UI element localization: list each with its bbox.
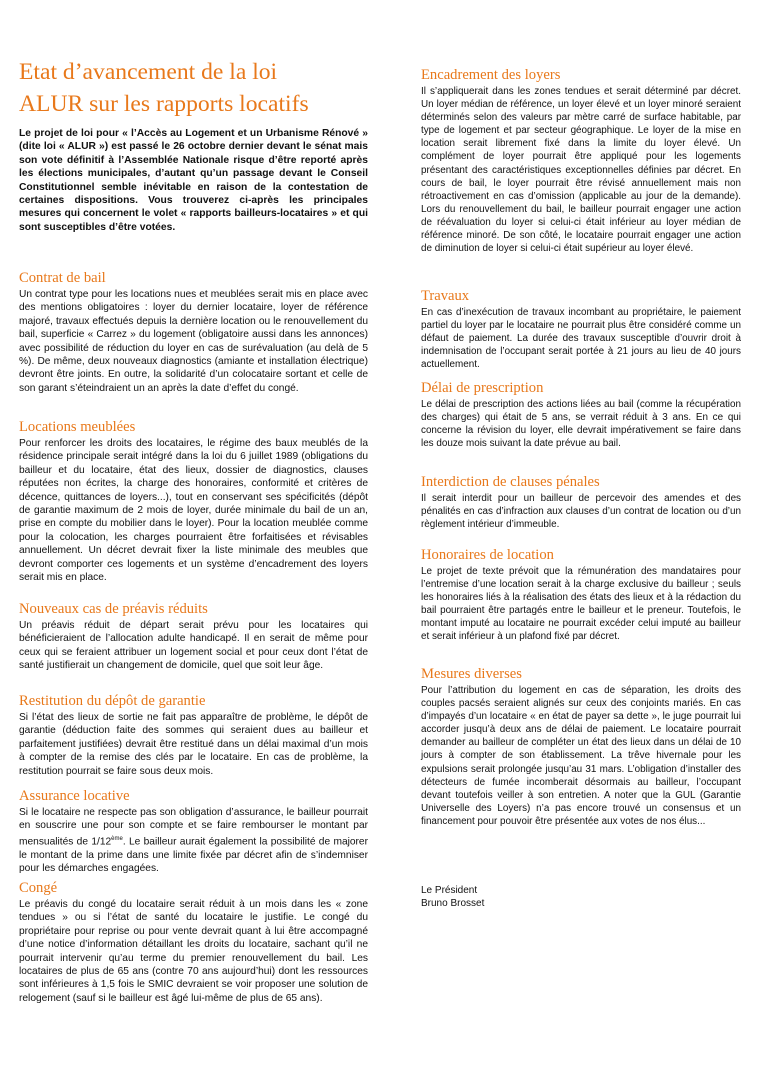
section-body: Pour renforcer les droits des locataires, le régime des baux meublés de la résidence principale serait intégré dans la loi du 6 juillet 1989 (obligations du bailleur et du locataire, état des lieux, dossier de diagnostics, clauses réputées non écrites, la charge des honoraires, conformité et critères de décence, quittances de loyers...), tout en conservant ses spécificités (dépôt de garantie maximum de 2 mois de loyer, durée minimale du bail de un an, prise en compte du mobilier dans le loyer). Pour la location meublée comme pour la colocation, les charges pourraient être forfaitisées et révisables annuellement. Un décret devrait fixer la liste minimale des meubles que devront comporter ces logements et un système d’encadrement des loyers serait mis en place. <box>19 438 368 584</box>
signature-name: Bruno Brosset <box>421 898 485 909</box>
section-body: Le délai de prescription des actions liées au bail (comme la récupération des charges) qui était de 5 ans, se verrait réduit à 3 ans. En ce qui concerne la révision du loyer, elle devrait impérativement se faire dans les douze mois suivant la date prévue au bail. <box>421 399 741 450</box>
section-body: Si l’état des lieux de sortie ne fait pas apparaître de problème, le dépôt de garantie (déduction faite des sommes qui seraient dues au bailleur et parfaitement justifiées) devrait être restitué dans un délai maximal d’un mois à compter de la remise des clés par le locataire. En cas de problème, la restitution pourrait se faire sous deux mois. <box>19 712 368 777</box>
section-depot-de-garantie <box>19 693 368 778</box>
section-body: Le préavis du congé du locataire serait réduit à un mois dans les « zone tendues » ou si l’état de santé du locataire le justifie. Le congé du propriétaire pour reprise ou pour vente devrait quant à lui être accompagné d’une notice d’information détaillant les droits du locataire, sachant qu’il ne pourrait intervenir qu’au terme du premier renouvellement du bail. Les locataires de plus de 65 ans (contre 70 ans aujourd’hui) dont les ressources sont inférieures à 1,5 fois le SMIC devraient se voir proposer une solution de relogement (sauf si le bailleur est âgé lui-même de plus de 65 ans). <box>19 899 368 1004</box>
section-assurance-locative <box>19 788 368 875</box>
section-body: En cas d’inexécution de travaux incombant au propriétaire, le paiement partiel du loyer par le locataire ne pourrait plus être considéré comme un défaut de paiement. La durée des travaux susceptible d’ouvrir droit à indemnisation de l’occupant serait portée à 21 jours au lieu de 40 jours actuellement. <box>421 307 741 371</box>
section-honoraires <box>421 547 741 644</box>
section-body: Un préavis réduit de départ serait prévu pour les locataires qui bénéficieraient de l’allocation adulte handicapé. Il en serait de même pour ceux qui se feraient attribuer un logement social et pour ceux dont l’état de santé justifierait un changement de domicile, quel que soit leur âge. <box>19 620 368 672</box>
section-encadrement-loyers <box>421 67 741 255</box>
section-heading: Assurance locative <box>19 788 130 804</box>
section-preavis-reduits <box>19 601 368 673</box>
body-part-a: Si le locataire ne respecte pas son obligation d’assurance, le bailleur pourrait en souscrire une pour son compte et se faire rembourser le montant par mensualités de 1/12 <box>19 807 368 848</box>
title-line-2: ALUR sur les rapports locatifs <box>19 91 309 117</box>
section-heading: Locations meublées <box>19 419 136 435</box>
section-heading: Encadrement des loyers <box>421 67 561 83</box>
section-heading: Travaux <box>421 288 470 304</box>
section-heading: Nouveaux cas de préavis réduits <box>19 601 208 617</box>
section-locations-meublees <box>19 419 368 584</box>
section-body <box>19 806 368 875</box>
section-heading: Mesures diverses <box>421 666 522 682</box>
section-contrat-de-bail <box>19 270 368 395</box>
intro-paragraph: Le projet de loi pour « l’Accès au Logement et un Urbanisme Rénové » (dite loi « ALUR ») est passé le 26 octobre dernier devant le sénat mais son vote définitif à l’Assemblée Nationale risque d’être reporté après les élections municipales, d’autant qu’un passage devant le Conseil Constitutionnel semble inévitable en raison de la contestation de certaines dispositions. Vous trouverez ci-après les principales mesures qui concernent le volet « rapports bailleurs-locataires » et qui sont susceptibles d’être votées. <box>19 128 368 233</box>
section-heading: Congé <box>19 880 58 896</box>
section-body: Un contrat type pour les locations nues et meublées serait mis en place avec des mentions obligatoires : loyer du dernier locataire, loyer de référence majoré, travaux effectués depuis la dernière location ou le renouvellement du bail, superficie « Carrez » du logement (obligatoire aussi dans les annonces) avec possibilité de réduction du loyer en cas de surévaluation (au delà de 5 %). De même, deux nouveaux diagnostics (amiante et installation électrique) devront être joints. En outre, la solidarité d’un colocataire sortant et celle de son garant s’éteindraient un an après la date d’effet du congé. <box>19 289 368 394</box>
superscript: ème <box>111 835 123 842</box>
section-mesures-diverses <box>421 666 741 828</box>
section-body: Le projet de texte prévoit que la rémunération des mandataires pour l’entremise d’une location serait à la charge exclusive du bailleur ; seuls les honoraires liés à la réalisation des états des lieux et à la rédaction du bail pourraient être partagés entre le bailleur et le preneur. Toutefois, le montant imputé au locataire ne pourrait excéder celui imputé au bailleur et serait inférieur à un plafond fixé par décret. <box>421 566 741 643</box>
section-heading: Interdiction de clauses pénales <box>421 474 600 490</box>
section-heading: Contrat de bail <box>19 270 106 286</box>
title-line-1: Etat d’avancement de la loi <box>19 59 278 85</box>
section-clauses-penales <box>421 474 741 531</box>
section-heading: Honoraires de location <box>421 547 554 563</box>
section-body: Il s’appliquerait dans les zones tendues et serait déterminé par décret. Un loyer médian de référence, un loyer élevé et un loyer minoré seraient déterminés selon des valeurs par mètre carré de surface habitable, par type de logement et par secteur géographique. Le loyer de la mise en location serait librement fixé dans la limite du loyer élevé. Un complément de loyer pourrait être appliqué pour les logements présentant des caractéristiques exceptionnelles définies par décret. En cours de bail, le loyer pourrait être révisé annuellement mais non rétroactivement en cas d’omission (applicable au jour de la demande). Lors du renouvellement du bail, le bailleur pourrait engager une action de réévaluation du loyer si celui-ci était inférieur au loyer médian de référence minoré. De son côté, le locataire pourrait engager une action de diminution de loyer si celui-ci était supérieur au loyer élevé. <box>421 86 741 255</box>
section-delai-prescription <box>421 380 741 450</box>
signature-block <box>421 884 484 910</box>
section-travaux <box>421 288 741 371</box>
signature-role: Le Président <box>421 885 478 896</box>
section-body: Il serait interdit pour un bailleur de percevoir des amendes et des pénalités en cas d’infraction aux clauses d’un contrat de location ou d’un règlement intérieur d’immeuble. <box>421 493 741 531</box>
section-heading: Restitution du dépôt de garantie <box>19 693 206 709</box>
section-conge <box>19 880 368 1005</box>
page-title <box>19 56 379 120</box>
section-body: Pour l’attribution du logement en cas de séparation, les droits des couples pacsés seraient alignés sur ceux des conjoints mariés. En cas d’impayés d’un locataire « en état de payer sa dette », le juge pourrait lui accorder jusqu’à deux ans de délai de paiement. Le locataire pourrait demander au bailleur de compléter un état des lieux dans un délai de 10 jours à compter de son établissement. La trêve hivernale pour les expulsions serait prolongée jusqu’au 31 mars. L’obligation d’installer des détecteurs de fumée incomberait désormais au bailleur, l’occupant devant toutefois veiller à son entretien. A noter que la GUL (Garantie Universelle des Loyers) n’a pas encore trouvé un consensus et un financement pour pouvoir être présentée aux votes de nos élus... <box>421 685 741 827</box>
body-part-b: . Le bailleur aurait également la possibilité de majorer le montant de la prime dans une limite fixée par décret afin de s’indemniser pour les démarches engagées. <box>19 836 368 875</box>
section-heading: Délai de prescription <box>421 380 544 396</box>
